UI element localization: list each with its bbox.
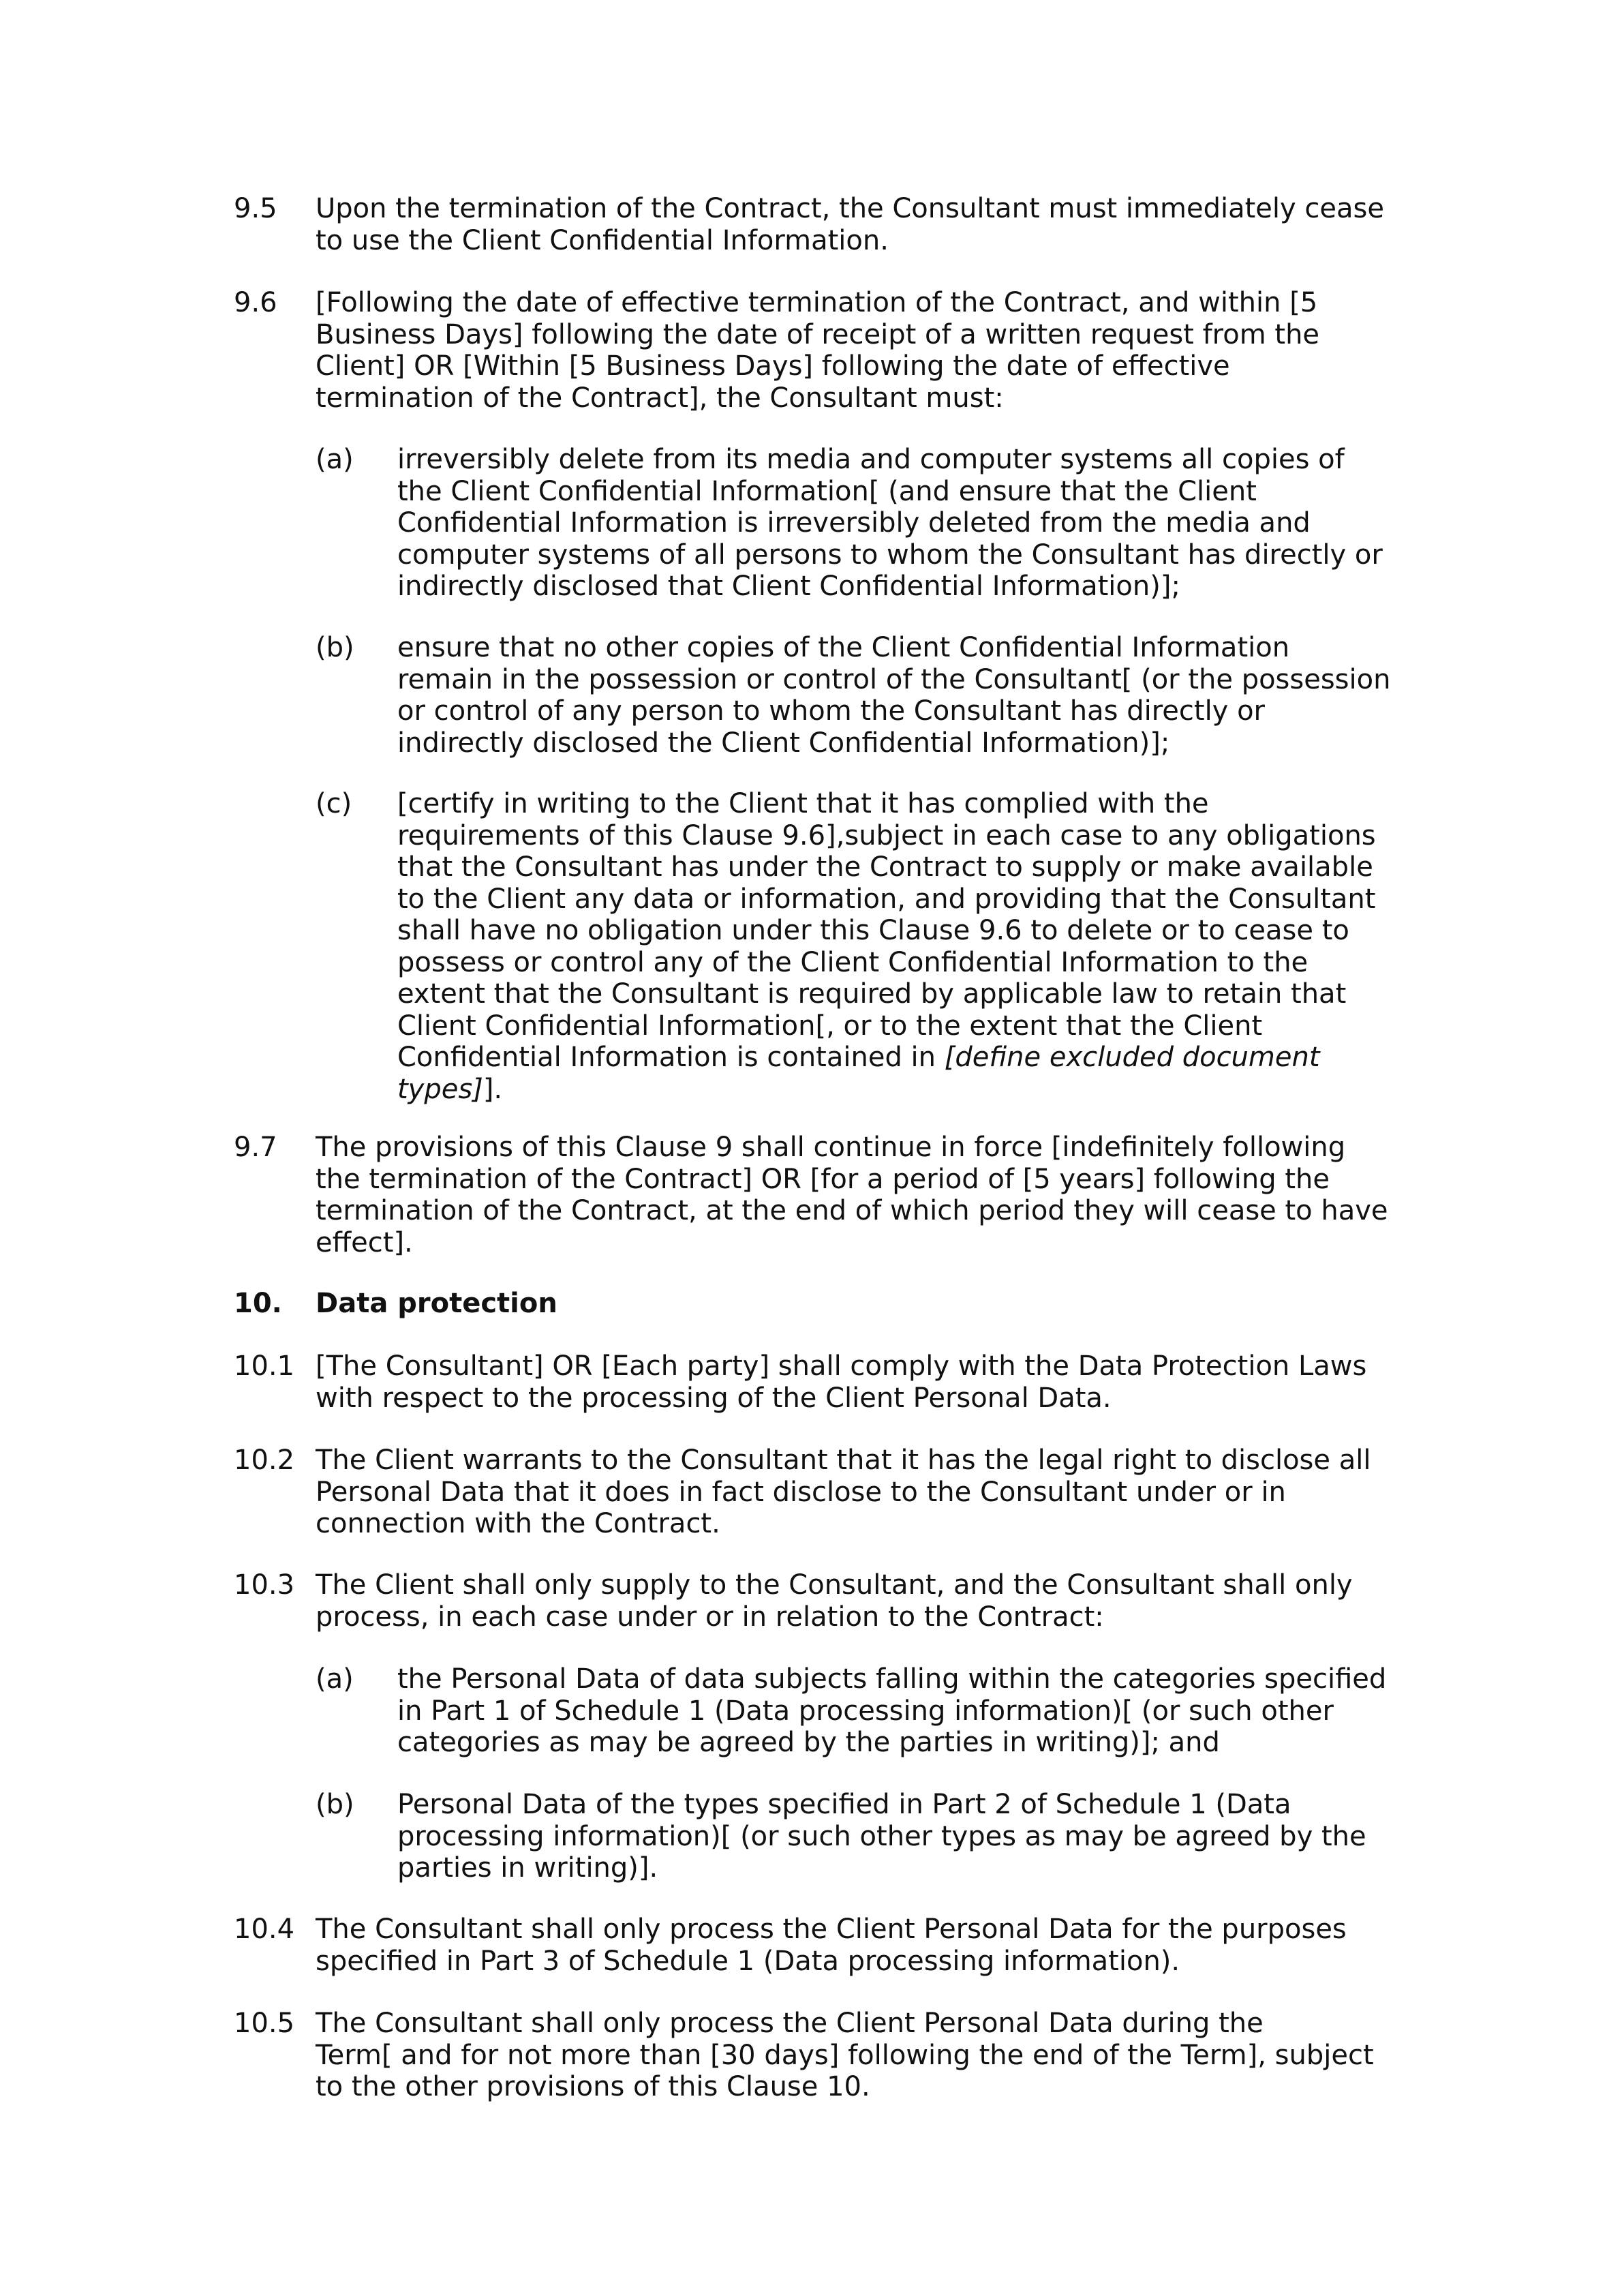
clause-number: 10.3 [234, 1569, 295, 1601]
text-run: ]. [483, 1073, 503, 1105]
text-line: connection with the Contract. [316, 1508, 720, 1539]
text-line: to the Client any data or information, and providing that the Consultant [397, 883, 1376, 915]
text-line: process, in each case under or in relation to the Contract: [316, 1601, 1104, 1633]
section-number: 10. [234, 1288, 282, 1319]
subclause-9-6-b [316, 632, 1406, 759]
clause-number: 9.7 [234, 1132, 277, 1163]
text-line: categories as may be agreed by the parties in writing)]; and [397, 1727, 1220, 1758]
text-line: shall have no obligation under this Clause 9.6 to delete or to cease to [397, 915, 1349, 946]
text-line: Confidential Information is irreversibly deleted from the media and [397, 507, 1311, 539]
text-line: [The Consultant] OR [Each party] shall comply with the Data Protection Laws [316, 1350, 1367, 1382]
text-line: The provisions of this Clause 9 shall continue in force [indefinitely following [316, 1132, 1346, 1163]
clause-10-3 [234, 1569, 1406, 1633]
text-line: Client] OR [Within [5 Business Days] following the date of effective [316, 350, 1230, 382]
text-line: with respect to the processing of the Client Personal Data. [316, 1382, 1112, 1414]
subclause-10-3-a [316, 1663, 1406, 1759]
text-line: The Consultant shall only process the Client Personal Data for the purposes [316, 1914, 1347, 1945]
clause-text [316, 1132, 1406, 1258]
text-line: termination of the Contract, at the end of which period they will cease to have [316, 1195, 1388, 1226]
text-line: to the other provisions of this Clause 10. [316, 2071, 870, 2102]
text-line: termination of the Contract], the Consultant must: [316, 382, 1004, 414]
subclause-10-3-b [316, 1789, 1406, 1884]
clause-text [316, 1569, 1406, 1633]
italic-placeholder: [define excluded document [944, 1042, 1320, 1073]
subclause-text [397, 1789, 1406, 1884]
text-line: computer systems of all persons to whom the Consultant has directly or [397, 539, 1383, 571]
clause-number: 10.4 [234, 1914, 295, 1945]
text-line [397, 1074, 1406, 1106]
text-line: The Consultant shall only process the Client Personal Data during the [316, 2008, 1264, 2039]
text-line: to use the Client Confidential Information. [316, 224, 889, 256]
text-line: processing information)[ (or such other types as may be agreed by the [397, 1820, 1366, 1852]
text-line: Personal Data that it does in fact disclose to the Consultant under or in [316, 1476, 1286, 1508]
section-title [316, 1288, 1406, 1320]
subclause-9-6-c [316, 788, 1406, 1105]
text-line: effect]. [316, 1226, 413, 1258]
clause-number: 10.5 [234, 2008, 295, 2039]
clause-9-5 [234, 193, 1406, 256]
text-line: irreversibly delete from its media and computer systems all copies of [397, 444, 1345, 475]
text-line: the termination of the Contract] OR [for a period of [5 years] following the [316, 1163, 1330, 1195]
clause-10-5 [234, 2008, 1406, 2103]
italic-placeholder: types] [397, 1073, 483, 1105]
clause-9-7 [234, 1132, 1406, 1258]
text-line: extent that the Consultant is required by applicable law to retain that [397, 978, 1347, 1010]
text-line: The Client shall only supply to the Consultant, and the Consultant shall only [316, 1569, 1353, 1601]
clause-9-6 [234, 287, 1406, 414]
clause-number: 10.2 [234, 1445, 295, 1476]
subclause-text [397, 1663, 1406, 1759]
subclause-text [397, 632, 1406, 759]
subclause-text [397, 444, 1406, 603]
clause-text [316, 287, 1406, 414]
text-line: parties in writing)]. [397, 1852, 658, 1884]
section-heading-10 [234, 1288, 1406, 1320]
subclause-number: (c) [316, 788, 352, 819]
heading-line: Data protection [316, 1288, 557, 1319]
text-run: Confidential Information is contained in [397, 1042, 945, 1073]
clause-number: 9.6 [234, 287, 277, 318]
text-line: in Part 1 of Schedule 1 (Data processing information)[ (or such other [397, 1695, 1334, 1727]
clause-text [316, 1350, 1406, 1414]
text-line: Business Days] following the date of receipt of a written request from the [316, 318, 1320, 350]
text-line: possess or control any of the Client Confidential Information to the [397, 946, 1309, 978]
text-line: Client Confidential Information[, or to the extent that the Client [397, 1010, 1263, 1042]
subclause-text [397, 788, 1406, 1105]
text-line: or control of any person to whom the Consultant has directly or [397, 695, 1265, 727]
subclause-number: (a) [316, 1663, 354, 1695]
text-line: specified in Part 3 of Schedule 1 (Data processing information). [316, 1945, 1180, 1977]
text-line: [certify in writing to the Client that it has complied with the [397, 788, 1209, 819]
text-line: that the Consultant has under the Contract to supply or make available [397, 851, 1373, 883]
subclause-number: (b) [316, 632, 354, 663]
clause-text [316, 2008, 1406, 2103]
clause-10-4 [234, 1914, 1406, 1977]
text-line: Personal Data of the types specified in Part 2 of Schedule 1 (Data [397, 1789, 1291, 1820]
clause-number: 10.1 [234, 1350, 295, 1382]
text-line: ensure that no other copies of the Client Confidential Information [397, 632, 1290, 663]
subclause-9-6-a [316, 444, 1406, 603]
text-line: [Following the date of effective termination of the Contract, and within [5 [316, 287, 1318, 318]
subclause-number: (b) [316, 1789, 354, 1820]
text-line: the Client Confidential Information[ (and ensure that the Client [397, 475, 1257, 507]
text-line: Upon the termination of the Contract, the Consultant must immediately cease [316, 193, 1384, 224]
text-line: requirements of this Clause 9.6],subject in each case to any obligations [397, 819, 1376, 851]
clause-10-2 [234, 1445, 1406, 1540]
subclause-number: (a) [316, 444, 354, 475]
clause-text [316, 193, 1406, 256]
clause-text [316, 1914, 1406, 1977]
text-line: indirectly disclosed that Client Confidential Information)]; [397, 571, 1180, 602]
text-line: remain in the possession or control of the Consultant[ (or the possession [397, 663, 1391, 695]
clause-number: 9.5 [234, 193, 277, 224]
text-line: indirectly disclosed the Client Confidential Information)]; [397, 727, 1170, 759]
text-line: the Personal Data of data subjects falling within the categories specified [397, 1663, 1387, 1695]
clause-text [316, 1445, 1406, 1540]
text-line: The Client warrants to the Consultant that it has the legal right to disclose all [316, 1445, 1371, 1476]
text-line: Term[ and for not more than [30 days] following the end of the Term], subject [316, 2039, 1374, 2071]
clause-10-1 [234, 1350, 1406, 1414]
text-line [397, 1042, 1406, 1074]
